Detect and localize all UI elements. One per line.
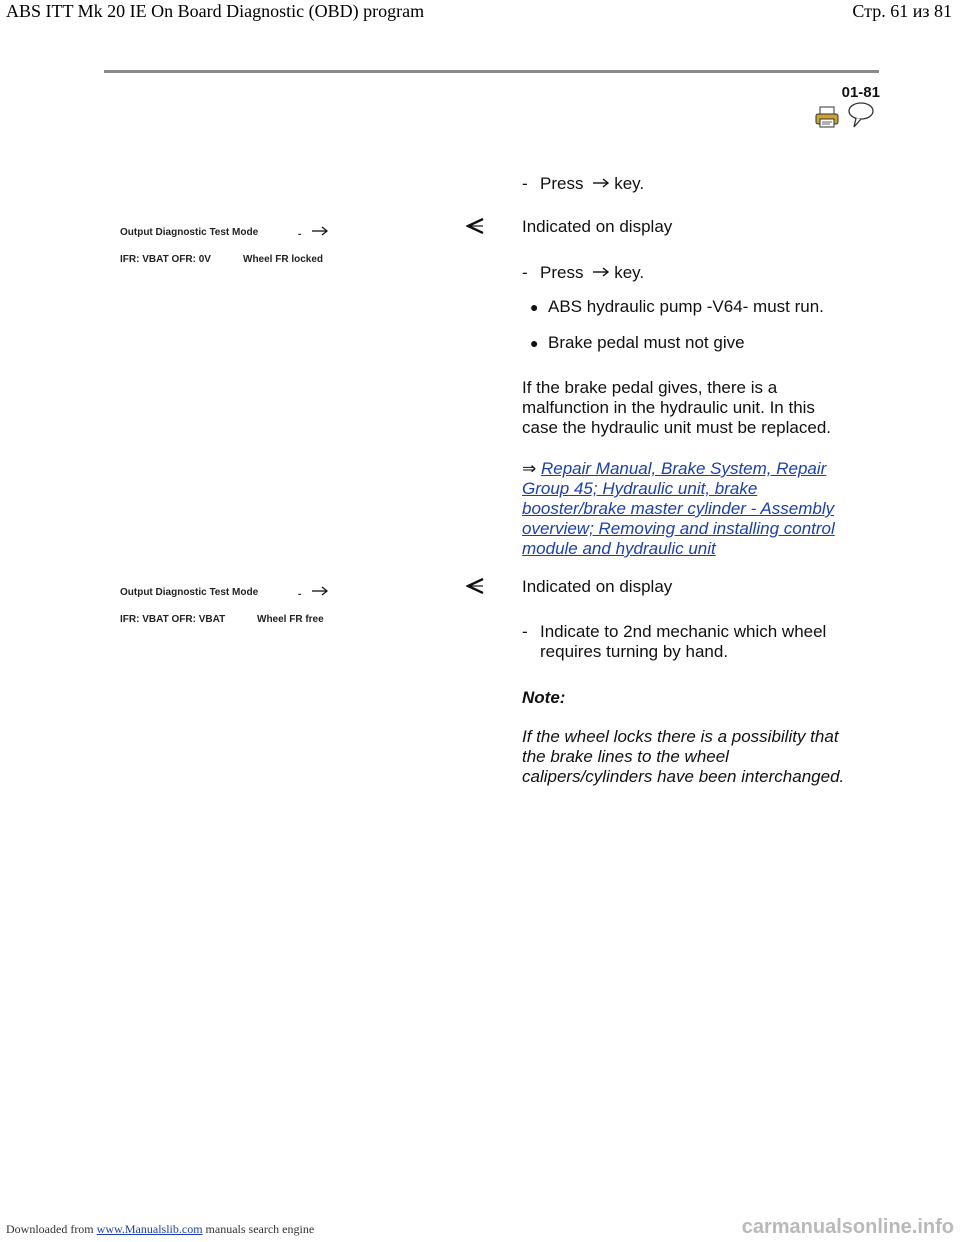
step-dash: - [522,174,528,193]
repair-manual-link[interactable]: ⇒ Repair Manual, Brake System, Repair Group 45; Hydraulic unit, brake booster/brake master cylinder - Assembly overview; Removing and installing control module and hydraulic unit [522,459,835,558]
manualslib-link[interactable]: www.Manualslib.com [96,1222,203,1236]
press-key-step [522,174,644,194]
page-number: 01-81 [841,84,880,101]
note-label: Note: [522,688,566,707]
display-dash: - [298,589,302,600]
watermark: carmanualsonline.info [741,1216,954,1238]
speech-bubble-icon[interactable] [846,100,876,135]
right-arrow-icon [592,174,610,194]
display-line-2a: IFR: VBAT OFR: 0V [120,254,211,265]
press-label: Press [540,174,584,193]
printer-icon[interactable] [815,106,839,133]
page-indicator: Стр. 61 из 81 [852,1,952,21]
left-pointer-icon [466,578,484,599]
step-dash: - [522,622,528,641]
bullet-item: ● Brake pedal must not give [530,333,745,352]
double-arrow-icon: ⇒ [522,459,537,478]
indicated-on-display: Indicated on display [522,217,673,236]
left-pointer-icon [466,218,484,239]
right-arrow-icon [311,584,329,602]
note-text: If the wheel locks there is a possibility that the brake lines to the wheel calipers/cylinders have been interchanged. [522,727,845,786]
key-label: key. [614,174,645,193]
right-arrow-icon [592,263,610,283]
indicated-on-display: Indicated on display [522,577,673,596]
step-dash: - [522,263,528,282]
footer-download-note: Downloaded from www.Manualslib.com manuals search engine [6,1222,315,1236]
bullet-icon: ● [530,335,539,351]
instruction-step: - Indicate to 2nd mechanic which wheel requires turning by hand. [522,622,827,661]
display-dash: - [298,229,302,240]
display-line-2b: Wheel FR free [257,614,324,625]
press-label: Press [540,263,584,282]
document-title: ABS ITT Mk 20 IE On Board Diagnostic (OBD) program [6,1,425,21]
display-line-2b: Wheel FR locked [243,254,324,265]
display-line-2a: IFR: VBAT OFR: VBAT [120,614,226,625]
press-key-step [522,263,644,283]
display-line-1: Output Diagnostic Test Mode [120,227,259,238]
header-rule [104,70,879,73]
paragraph: If the brake pedal gives, there is a malfunction in the hydraulic unit. In this case the hydraulic unit must be replaced. [522,378,832,437]
key-label: key. [614,263,645,282]
display-line-1: Output Diagnostic Test Mode [120,587,259,598]
bullet-icon: ● [530,299,539,315]
bullet-item: ● ABS hydraulic pump -V64- must run. [530,297,824,316]
right-arrow-icon [311,224,329,242]
